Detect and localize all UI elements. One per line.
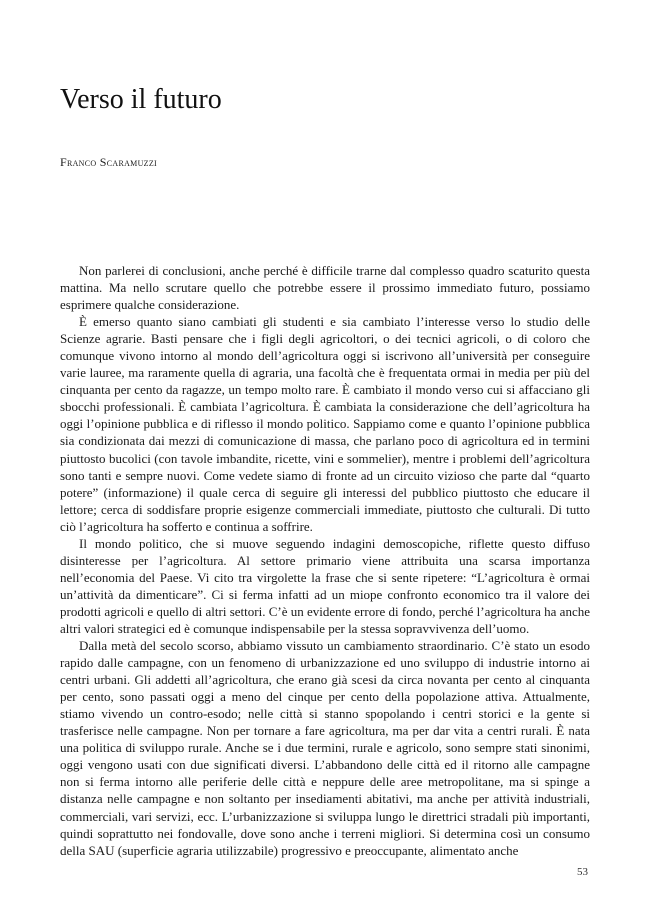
paragraph: Dalla metà del secolo scorso, abbiamo vissuto un cambiamento straordinario. C’è stato un esodo rapido dalle campagne, con un fenomeno di urbanizzazione ed uno sviluppo di industrie intorno ai centri urbani. Gli addetti all’agricoltura, che erano già scesi da circa novanta per cento al cinquanta per cento, sono passati oggi a meno del cinque per cento della popolazione attiva. Attualmente, stiamo vivendo un contro-esodo; nelle città si stanno spopolando i centri storici e la gente si trasferisce nelle campagne. Non per tornare a fare agricoltura, ma per dar vita a centri rurali. È nata una politica di sviluppo rurale. Anche se i due termini, rurale e agricolo, sono sempre stati sinonimi, oggi vengono usati con due significati diversi. L’abbandono delle città ed il ritorno alle campagne non si ferma intorno alle periferie delle città e neppure delle aree metropolitane, ma si spinge a distanza nelle campagne e non soltanto per insediamenti abitativi, ma anche per attività industriali, commerciali, vari servizi, ecc. L’urbanizzazione si sviluppa lungo le direttrici stradali più importanti, quindi soprattutto nei fondovalle, dove sono anche i terreni migliori. Si determina così un consumo della SAU (superficie agraria utilizzabile) progressivo e preoccupante, alimentato anche <box>60 638 590 858</box>
page-number: 53 <box>577 866 588 878</box>
body-text <box>60 262 590 859</box>
chapter-title: Verso il futuro <box>60 84 222 115</box>
author-name: Franco Scaramuzzi <box>60 155 158 169</box>
paragraph: È emerso quanto siano cambiati gli studenti e sia cambiato l’interesse verso lo studio delle Scienze agrarie. Basti pensare che i figli degli agricoltori, o dei tecnici agricoli, o di coloro che comunque vivono intorno al mondo dell’agricoltura oggi si iscrivono all’università per conseguire varie lauree, ma raramente quella di agraria, una facoltà che è frequentata ormai in media per più del cinquanta per cento da ragazze, un tempo molto rare. È cambiato il mondo verso cui si affacciano gli sbocchi professionali. È cambiata l’agricoltura. È cambiata la considerazione che dell’agricoltura ha oggi l’opinione pubblica e di riflesso il mondo politico. Sappiamo come e quanto l’opinione pubblica sia condizionata dai mezzi di comunicazione di massa, che parlano poco di agricoltura ed in termini piuttosto bucolici (con tavole imbandite, ricette, vini e sommelier), mentre i problemi dell’agricoltura sono tanti e sempre nuovi. Come vedete siamo di fronte ad un circuito vizioso che parte dal “quarto potere” (informazione) il quale cerca di seguire gli interessi del pubblico piuttosto che educare il lettore; cerca di soddisfare proprie esigenze commerciali immediate, piuttosto che culturali. Di tutto ciò l’agricoltura ha sofferto e continua a soffrire. <box>60 314 590 534</box>
paragraph: Non parlerei di conclusioni, anche perché è difficile trarne dal complesso quadro scaturito questa mattina. Ma nello scrutare quello che potrebbe essere il prossimo immediato futuro, possiamo esprimere qualche considerazione. <box>60 263 590 313</box>
paragraph: Il mondo politico, che si muove seguendo indagini demoscopiche, riflette questo diffuso disinteresse per l’agricoltura. Al settore primario viene attribuita una scarsa importanza nell’economia del Paese. Vi cito tra virgolette la frase che si sente ripetere: “L’agricoltura è ormai un’attività da dimenticare”. Ci si ferma infatti ad un miope confronto economico tra il valore dei prodotti agricoli e quello di altri settori. C’è un evidente errore di fondo, perché l’agricoltura ha anche altri valori strategici ed è comunque indispensabile per la stessa sopravvivenza dell’uomo. <box>60 535 590 636</box>
